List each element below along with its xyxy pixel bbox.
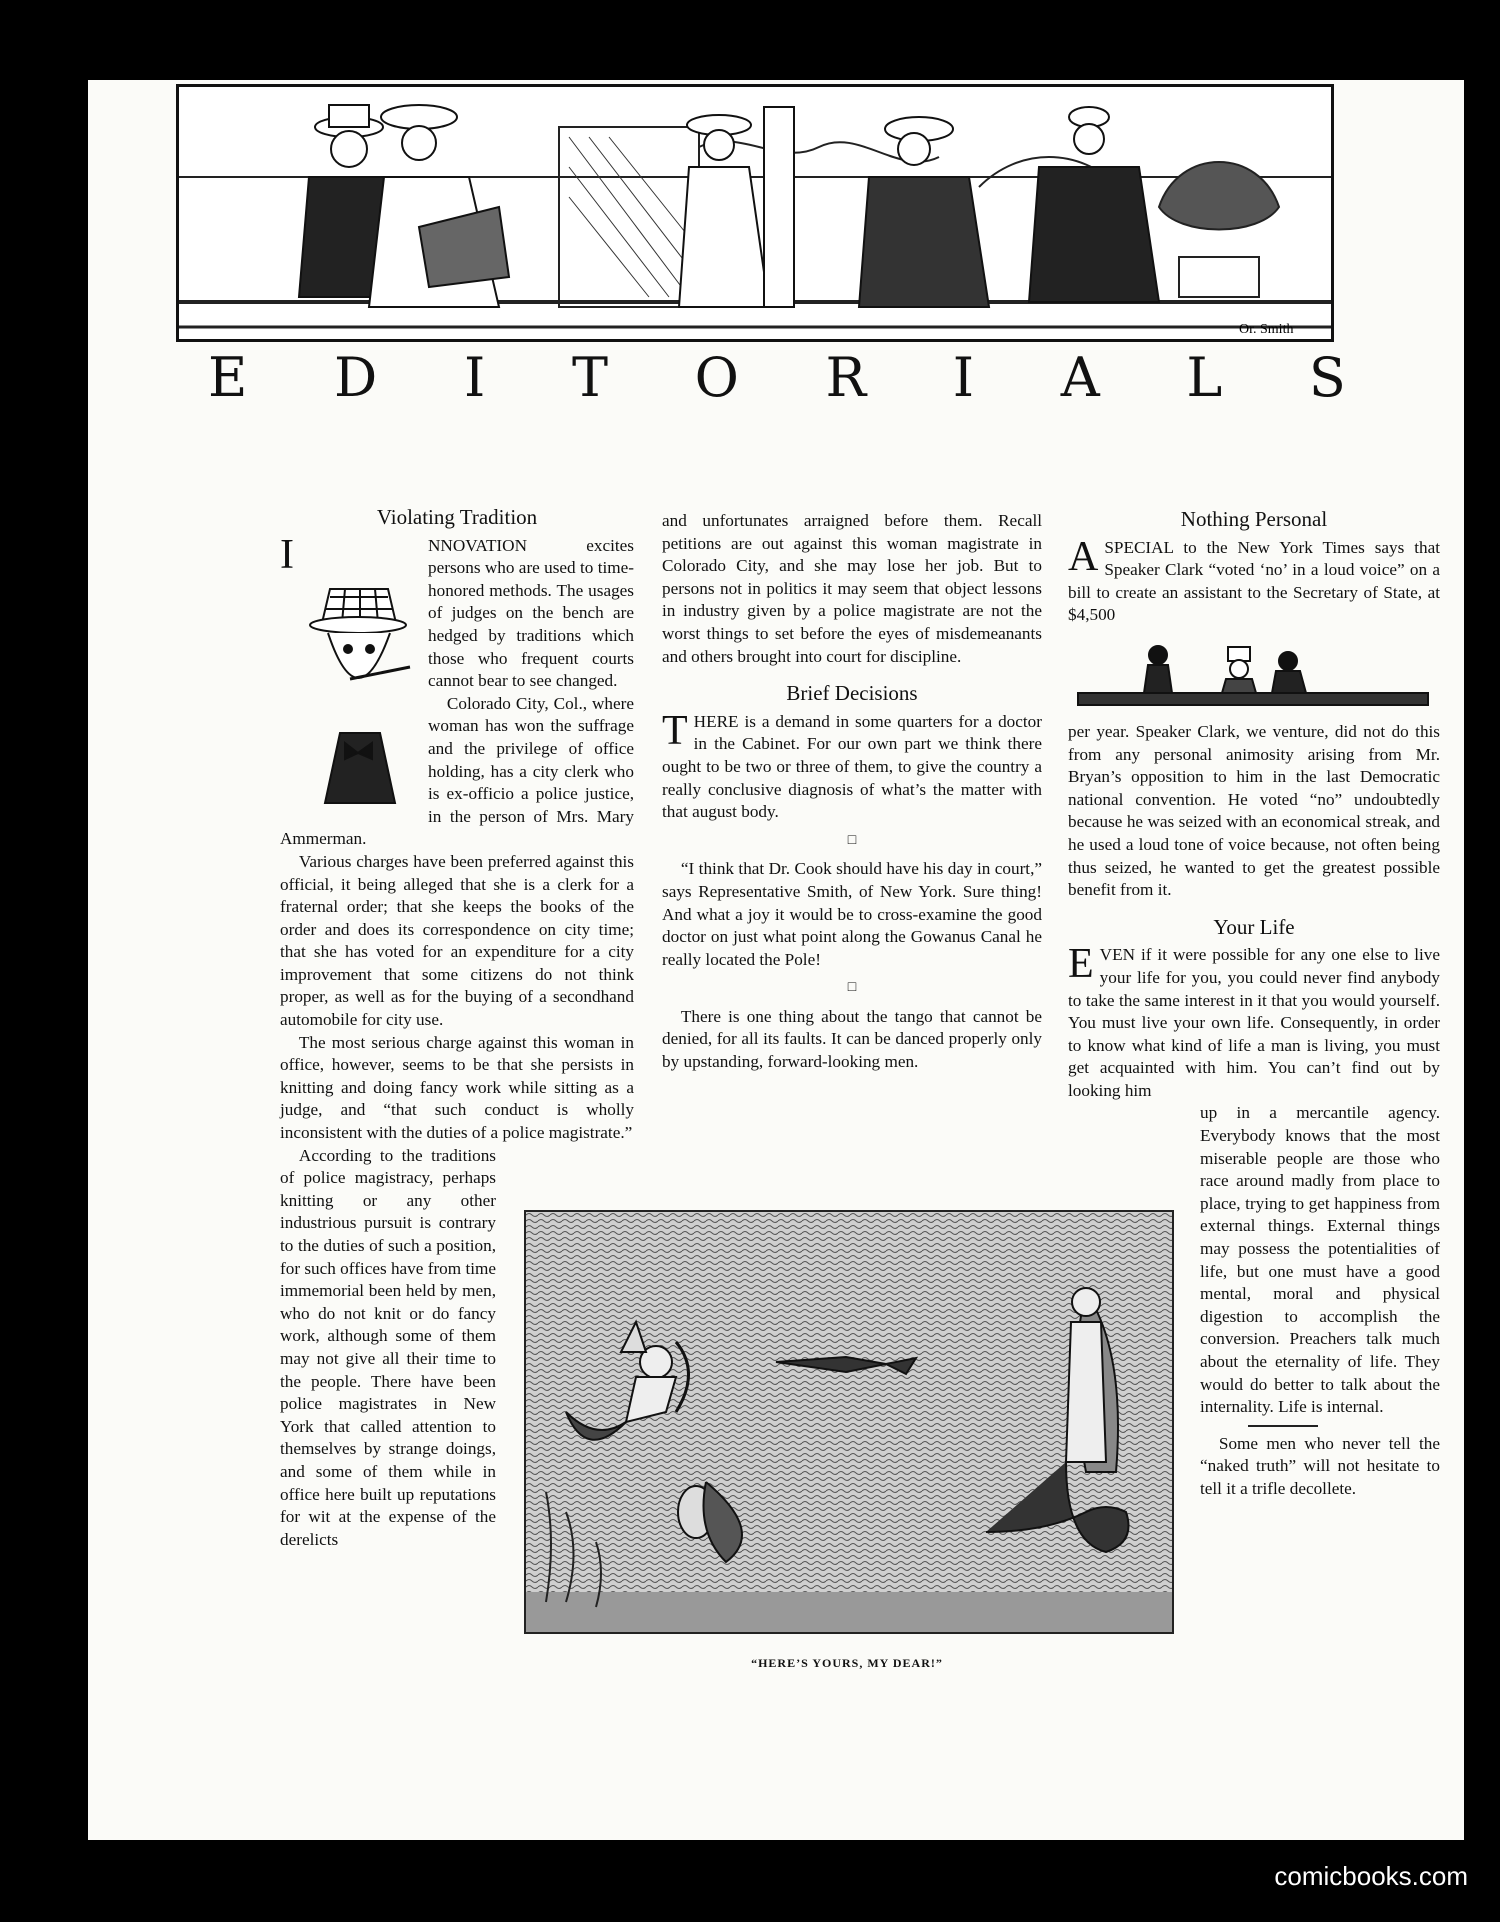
heading-nothing-personal: Nothing Personal — [1180, 507, 1328, 531]
article-paragraph: per year. Speaker Clark, we venture, did not do this from any personal animosity arising from Mr. Bryan’s opposition to him in the last Democratic national convention. He voted “no” undoubtedly because he was seized with an economical streak, and he used a loud tone of voice because, not often being thus seized, he wanted to get the greatest possible benefit from it. — [1068, 721, 1440, 900]
masthead — [208, 346, 1348, 409]
heading-brief-decisions: Brief Decisions — [786, 681, 918, 706]
masthead-letter: I — [952, 346, 977, 409]
heading-violating-tradition: Violating Tradition — [376, 505, 538, 529]
article-paragraph: I NNOVATION excites persons who are used to time-honored methods. The usages of judges on the bench are hedged by traditions which those who frequent courts cannot bear to see changed. — [280, 535, 634, 693]
illustration-caption: “HERE’S YOURS, MY DEAR!” — [751, 1656, 943, 1670]
man-with-cigar-caricature — [300, 583, 418, 805]
caricature-illustration — [300, 583, 418, 805]
article-paragraph: T HERE is a demand in some quarters for a doctor in the Cabinet. For our own part we think there ought to be two or three of them, to give the country a really conclusive diagnosis of what’s the matter with that august body. — [662, 707, 1042, 822]
mermaid-illustration — [524, 1210, 1174, 1634]
masthead-letter: O — [694, 346, 741, 409]
small-illustration — [1068, 633, 1440, 715]
dropcap: T — [662, 707, 688, 754]
article-paragraph: Colorado City, Col., where woman has won the suffrage and the privilege of office holding, has a city clerk who is ex-officio a police justice, in the person of Mrs. Mary Ammerman. — [280, 693, 634, 849]
heading-your-life: Your Life — [1213, 914, 1295, 939]
article-paragraph: According to the traditions of police magistracy, perhaps knitting or any other industrious pursuit is contrary to the duties of such a position, for such offices have from time immemorial been held by men, who do not knit or do fancy work, although some of them may not give all their time to the people. There have been police magistrates in New York that called attention to themselves by strange doings, and some of them while in office here built up reputations for wit at the expense of the derelicts — [280, 1145, 496, 1549]
article-paragraph: and unfortunates arraigned before them. Recall petitions are out against this woman magistrate in Colorado City, and she may lose her job. But to persons not in politics it may seem that object lessons in industry given by a police magistrate are not the worst things to set before the eyes of misdemeanants and others brought into court for discipline. — [662, 511, 1042, 666]
masthead-letter: S — [1308, 346, 1348, 409]
article-paragraph: up in a mercantile agency. Everybody knows that the most miserable people are those who race around madly from place to place, trying to get happiness from external things. External things may possess the potentialities of life, but one must have a good mental, moral and physical digestion to accomplish the conversion. Preachers talk much about the eternality of life. They would do better to talk about the internality. Life is internal. — [1200, 1103, 1440, 1417]
masthead-letter: D — [334, 346, 380, 409]
section-separator: □ — [847, 832, 857, 848]
article-paragraph: Some men who never tell the “naked truth” will not hesitate to tell it a trifle decollete. — [1200, 1433, 1440, 1498]
dropcap: E — [1068, 941, 1094, 988]
divider-rule — [1248, 1425, 1318, 1427]
article-paragraph: The most serious charge against this woman in office, however, seems to be that she persists in knitting and doing fancy work while sitting as a judge, and “that such conduct is wholly inconsistent with the duties of a police magistrate.” — [280, 1032, 634, 1143]
porch-scene-illustration — [179, 87, 1331, 339]
banner-signature: Or. Smith — [1239, 322, 1294, 337]
masthead-letter: R — [825, 346, 869, 409]
underwater-scene-illustration — [526, 1212, 1172, 1632]
figures-on-fence-illustration — [1068, 633, 1440, 715]
masthead-letter: L — [1186, 346, 1225, 409]
banner-illustration — [176, 84, 1334, 342]
masthead-letter: I — [463, 346, 488, 409]
column-brief-decisions — [662, 510, 1042, 1074]
article-paragraph: E VEN if it were possible for any one else to live your life for you, you could never find anybody to take the same interest in it that you would yourself. You must live your own life. Consequently, in order to know what kind of life a man is living, you must get acquainted with him. You can’t find out by looking him — [1068, 941, 1440, 1100]
masthead-letter: E — [208, 346, 250, 409]
article-paragraph: Various charges have been preferred against this official, it being alleged that she is a clerk for a fraternal order; that she keeps the books of the order and does its correspondence on city time; that she has voted for an expenditure for a city improvement that some citizens do not think proper, as well as for the buying of a secondhand automobile for city use. — [280, 851, 634, 1030]
dropcap: I — [280, 531, 294, 578]
article-paragraph: A SPECIAL to the New York Times says that Speaker Clark “voted ‘no’ in a loud voice” on a bill to create an assistant to the Secretary of State, at $4,500 — [1068, 533, 1440, 625]
section-separator: □ — [847, 980, 857, 996]
masthead-letter: T — [571, 346, 610, 409]
article-paragraph: There is one thing about the tango that cannot be denied, for all its faults. It can be danced properly only by upstanding, forward-looking men. — [662, 1006, 1042, 1072]
dropcap: A — [1068, 533, 1099, 580]
watermark: comicbooks.com — [1274, 1861, 1468, 1891]
article-paragraph: “I think that Dr. Cook should have his day in court,” says Representative Smith, of New York. Sure thing! And what a joy it would be to cross-examine the good doctor on just what point along the Gowanus Canal he really located the Pole! — [662, 859, 1042, 969]
masthead-letter: A — [1060, 346, 1102, 409]
